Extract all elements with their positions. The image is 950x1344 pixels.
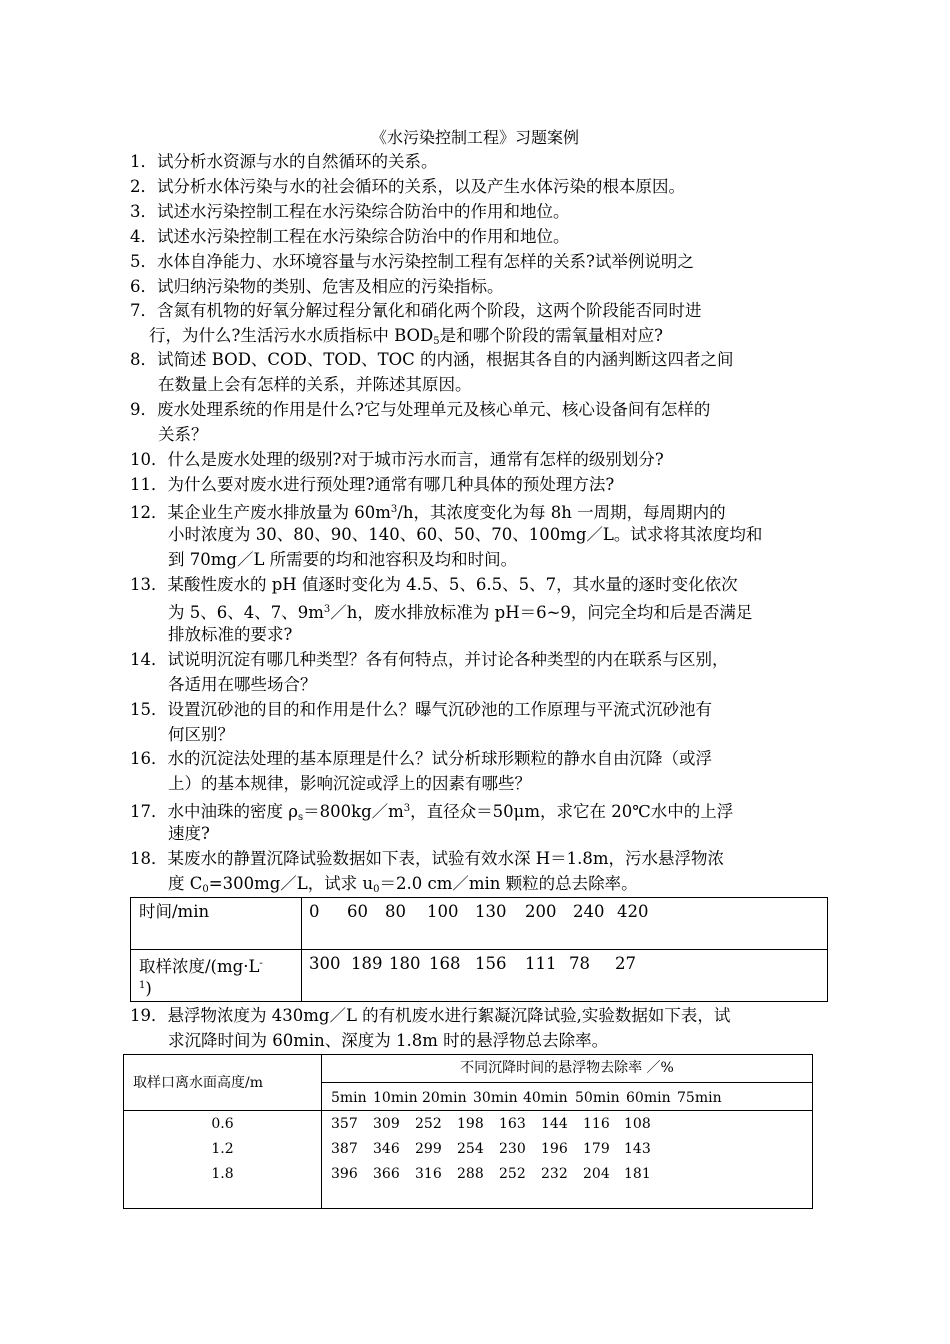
question-number: 14． — [130, 650, 168, 669]
subscript: 5 — [433, 336, 440, 347]
question-number: 16． — [130, 749, 168, 768]
question-number: 11． — [130, 475, 168, 494]
question-number: 3． — [130, 202, 157, 221]
table-cell: 100 — [427, 902, 459, 921]
question-17 — [130, 797, 733, 831]
question-number: 17． — [130, 802, 168, 821]
question-number: 18． — [130, 849, 168, 868]
question-17-line-2: 速度? — [168, 824, 210, 843]
table-cell: 0 — [309, 902, 320, 921]
question-number: 1． — [130, 152, 157, 171]
question-text: 为什么要对废水进行预处理?通常有哪几种具体的预处理方法? — [167, 475, 615, 494]
table-time-header: 75min — [677, 1090, 722, 1106]
table-row-label-time: 时间/min — [139, 902, 210, 921]
table-time-header: 10min — [373, 1090, 418, 1106]
table-header-depth: 取样口离水面高度/m — [133, 1075, 263, 1091]
table-row-label-concentration — [139, 953, 263, 978]
table-divider — [131, 949, 827, 950]
table-divider — [321, 1055, 322, 1208]
table-cell: 396 — [331, 1166, 358, 1182]
table-divider — [322, 1082, 812, 1083]
table-row-label-concentration-cont — [139, 975, 152, 1000]
question-text: 水体自净能力、水环境容量与水污染控制工程有怎样的关系?试举例说明之 — [157, 252, 694, 271]
question-text: 某企业生产废水排放量为 60m — [167, 503, 391, 522]
question-text: 度 C — [168, 874, 203, 893]
table-depth-cell: 1.8 — [211, 1166, 234, 1182]
question-text: 水中油珠的密度 ρ — [167, 802, 298, 821]
question-9 — [130, 398, 710, 423]
question-text: 试分析水体污染与水的社会循环的关系，以及产生水体污染的根本原因。 — [157, 177, 685, 196]
table-cell: 366 — [373, 1166, 400, 1182]
superscript: 1 — [139, 980, 146, 991]
question-text: 含氮有机物的好氧分解过程分氰化和硝化两个阶段，这两个阶段能否同时进 — [157, 301, 702, 320]
question-number: 19． — [130, 1006, 168, 1025]
question-15-line-2: 何区别？ — [168, 725, 234, 744]
table-cell: 108 — [624, 1116, 651, 1132]
subscript: 0 — [202, 884, 209, 895]
question-7 — [130, 299, 702, 324]
question-text: 废水处理系统的作用是什么?它与处理单元及核心单元、核心设备间有怎样的 — [157, 400, 711, 419]
document-title: 《水污染控制工程》习题案例 — [370, 128, 579, 147]
question-number: 7． — [130, 301, 157, 320]
question-text: ＝2.0 cm／min 颗粒的总去除率。 — [379, 874, 638, 893]
table-cell: 316 — [415, 1166, 442, 1182]
question-text: ，直径众＝50μm，求它在 20℃水中的上浮 — [410, 802, 734, 821]
question-text: =300mg／L，试求 u — [208, 874, 374, 893]
question-12-line-3: 到 70mg／L 所需要的均和池容积及均和时间。 — [168, 550, 518, 569]
question-14-line-2: 各适用在哪些场合？ — [168, 675, 317, 694]
table-cell: 143 — [624, 1141, 651, 1157]
question-12-line-2: 小时浓度为 30、80、90、140、60、50、70、100mg／L。试求将其浓度均和 — [168, 525, 763, 544]
question-text: 为 5、6、4、7、9m — [168, 603, 324, 622]
question-10 — [130, 448, 664, 473]
table-cell: 144 — [541, 1116, 568, 1132]
table-cell: 80 — [385, 902, 406, 921]
table-row-time-values — [309, 901, 649, 923]
flocculation-table — [123, 1054, 813, 1209]
table-divider — [124, 1110, 812, 1111]
question-text: /h，其浓度变化为每 8h 一周期，每周期内的 — [397, 503, 726, 522]
label-text: ) — [145, 979, 152, 998]
question-number: 10． — [130, 450, 168, 469]
question-19 — [130, 1004, 730, 1029]
table-cell: 111 — [525, 954, 557, 973]
question-number: 4． — [130, 227, 157, 246]
question-text: 悬浮物浓度为 430mg／L 的有机废水进行絮凝沉降试验,实验数据如下表，试 — [167, 1006, 731, 1025]
table-cell: 387 — [331, 1141, 358, 1157]
superscript: 3 — [403, 803, 411, 814]
question-6 — [130, 275, 504, 300]
question-13-line-3: 排放标准的要求? — [168, 625, 293, 644]
table-time-header: 40min — [523, 1090, 568, 1106]
table-cell: 181 — [624, 1166, 651, 1182]
table-cell: 309 — [373, 1116, 400, 1132]
question-5 — [130, 250, 694, 275]
question-number: 6． — [130, 277, 157, 296]
question-number: 8． — [130, 350, 157, 369]
table-cell: 180 — [389, 954, 421, 973]
table-cell: 200 — [525, 902, 557, 921]
table-depth-cell: 1.2 — [211, 1141, 234, 1157]
superscript: 3 — [390, 504, 398, 515]
table-cell: 420 — [617, 902, 649, 921]
table-cell: 130 — [475, 902, 507, 921]
question-3 — [130, 200, 570, 225]
question-text: 试归纳污染物的类别、危害及相应的污染指标。 — [157, 277, 504, 296]
question-number: 15． — [130, 700, 168, 719]
question-text: 某酸性废水的 pH 值逐时变化为 4.5、5、6.5、5、7，其水量的逐时变化依次 — [167, 575, 738, 594]
question-12 — [130, 498, 726, 526]
table-cell: 179 — [583, 1141, 610, 1157]
question-16-line-2: 上）的基本规律，影响沉淀或浮上的因素有哪些？ — [168, 774, 531, 793]
table-cell: 299 — [415, 1141, 442, 1157]
table-cell: 204 — [583, 1166, 610, 1182]
question-text: 试述水污染控制工程在水污染综合防治中的作用和地位。 — [157, 202, 570, 221]
table-cell: 300 — [309, 954, 341, 973]
table-cell: 288 — [457, 1166, 484, 1182]
question-number: 2． — [130, 177, 157, 196]
sedimentation-table — [130, 897, 828, 1002]
question-1 — [130, 150, 438, 175]
question-text: ＝800kg／m — [303, 802, 404, 821]
subscript: s — [297, 812, 304, 823]
question-number: 9． — [130, 400, 157, 419]
question-text: 什么是废水处理的级别?对于城市污水而言，通常有怎样的级别划分? — [167, 450, 664, 469]
table-cell: 196 — [541, 1141, 568, 1157]
question-8 — [130, 348, 733, 373]
question-text: 试分析水资源与水的自然循环的关系。 — [157, 152, 438, 171]
table-cell: 168 — [429, 954, 461, 973]
table-cell: 198 — [457, 1116, 484, 1132]
table-cell: 254 — [457, 1141, 484, 1157]
table-row-concentration-values — [309, 953, 636, 975]
question-text: 试简述 BOD、COD、TOD、TOC 的内涵，根据其各自的内涵判断这四者之间 — [157, 350, 734, 369]
question-18 — [130, 847, 724, 872]
table-cell: 60 — [347, 902, 368, 921]
question-number: 5． — [130, 252, 157, 271]
question-16 — [130, 747, 712, 772]
table-cell: 240 — [573, 902, 605, 921]
table-depth-cell: 0.6 — [211, 1116, 234, 1132]
table-time-header: 60min — [626, 1090, 671, 1106]
superscript: 3 — [323, 604, 331, 615]
table-cell: 189 — [351, 954, 383, 973]
question-2 — [130, 175, 685, 200]
table-cell: 156 — [475, 954, 507, 973]
table-time-header: 30min — [473, 1090, 518, 1106]
question-number: 13． — [130, 575, 168, 594]
question-text: 试述水污染控制工程在水污染综合防治中的作用和地位。 — [157, 227, 570, 246]
subscript: 0 — [373, 884, 380, 895]
table-time-header: 20min — [422, 1090, 467, 1106]
superscript: - — [259, 958, 263, 969]
question-text: 设置沉砂池的目的和作用是什么？曝气沉砂池的工作原理与平流式沉砂池有 — [167, 700, 712, 719]
table-cell: 78 — [569, 954, 590, 973]
table-cell: 252 — [499, 1166, 526, 1182]
table-time-header: 50min — [575, 1090, 620, 1106]
question-text: 水的沉淀法处理的基本原理是什么？试分析球形颗粒的静水自由沉降（或浮 — [167, 749, 712, 768]
question-15 — [130, 698, 712, 723]
table-cell: 252 — [415, 1116, 442, 1132]
table-header-removal: 不同沉降时间的悬浮物去除率 ／% — [460, 1060, 674, 1076]
question-14 — [130, 648, 729, 673]
table-time-header: 5min — [331, 1090, 367, 1106]
question-number: 12． — [130, 503, 168, 522]
table-cell: 116 — [583, 1116, 610, 1132]
question-text: ／h，废水排放标准为 pH＝6~9，问完全均和后是否满足 — [330, 603, 753, 622]
table-cell: 230 — [499, 1141, 526, 1157]
table-cell: 163 — [499, 1116, 526, 1132]
question-11 — [130, 473, 614, 498]
table-cell: 346 — [373, 1141, 400, 1157]
question-13-line-2 — [168, 598, 752, 626]
question-text: 试说明沉淀有哪几种类型？各有何特点，并讨论各种类型的内在联系与区别， — [167, 650, 729, 669]
table-cell: 357 — [331, 1116, 358, 1132]
question-4 — [130, 225, 570, 250]
question-9-line-2: 关系？ — [158, 425, 208, 444]
question-19-line-2: 求沉降时间为 60min、深度为 1.8m 时的悬浮物总去除率。 — [168, 1031, 609, 1050]
table-cell: 232 — [541, 1166, 568, 1182]
question-text: 行，为什么?生活污水水质指标中 BOD — [149, 326, 434, 345]
label-text: 取样浓度/(mg·L — [139, 957, 260, 976]
table-cell: 27 — [615, 954, 636, 973]
question-8-line-2: 在数量上会有怎样的关系，并陈述其原因。 — [158, 375, 472, 394]
question-text: 是和哪个阶段的需氧量相对应? — [439, 326, 664, 345]
question-text: 某废水的静置沉降试验数据如下表，试验有效水深 H＝1.8m，污水悬浮物浓 — [167, 849, 725, 868]
question-13 — [130, 573, 738, 598]
